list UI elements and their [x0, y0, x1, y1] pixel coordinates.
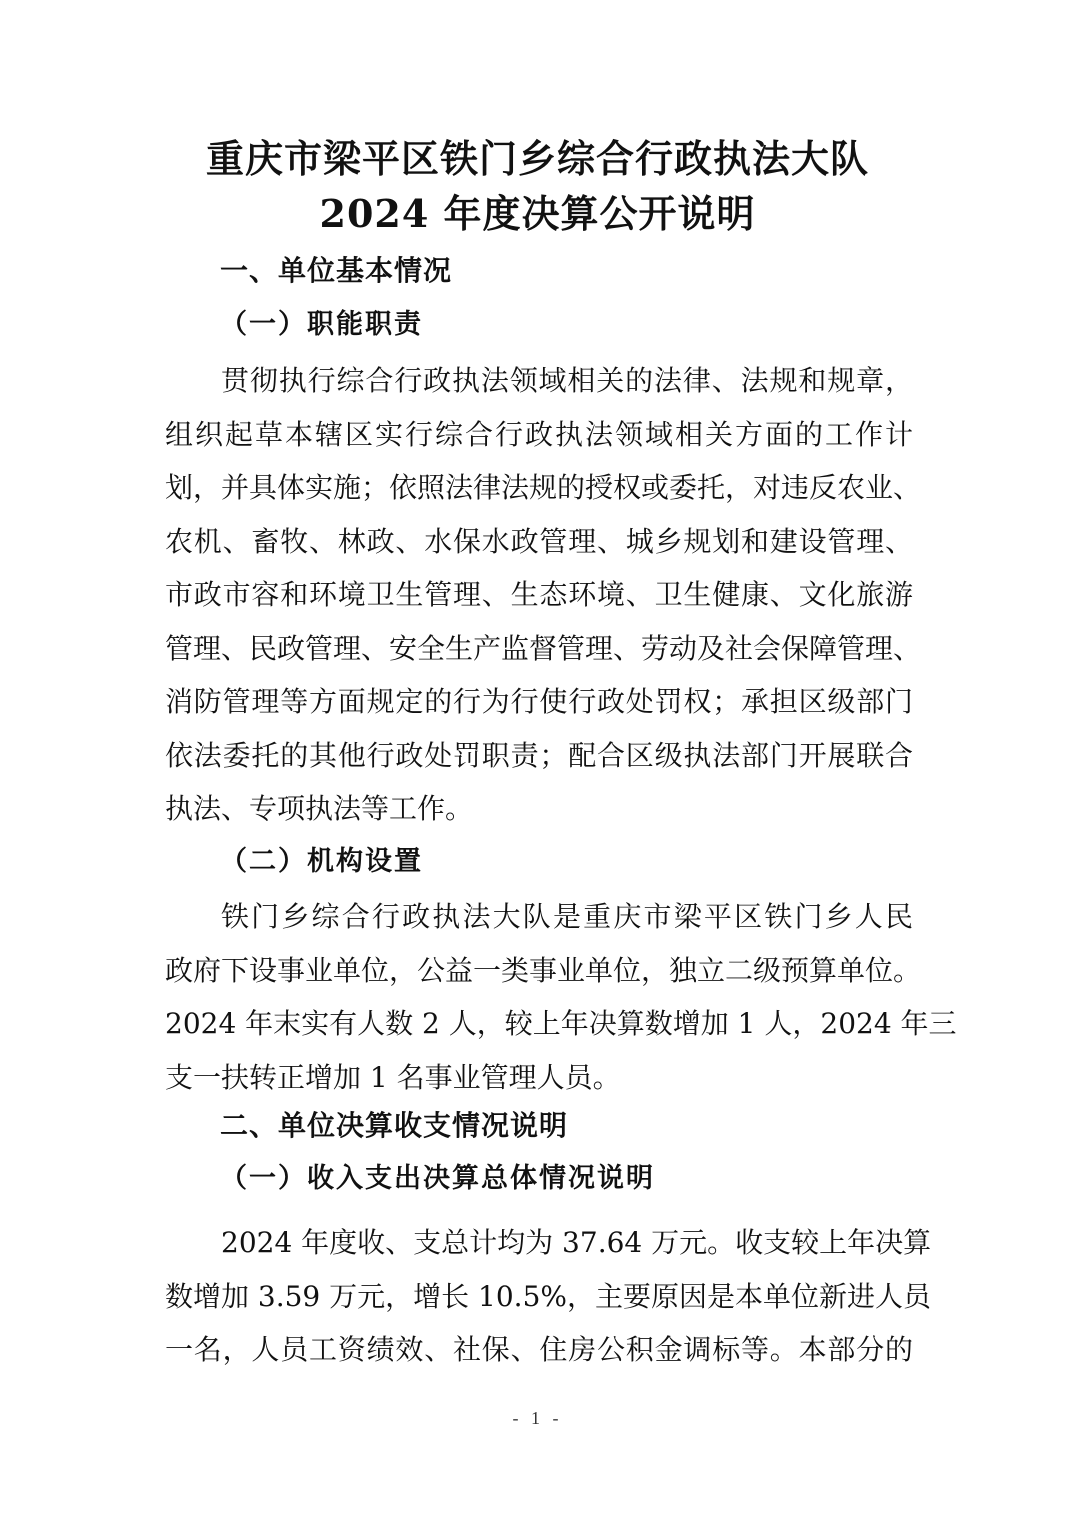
- text-line: 一名，人员工资绩效、社保、住房公积金调标等。本部分的: [165, 1333, 913, 1366]
- subsection-heading-income-expenditure: （一）收入支出决算总体情况说明: [220, 1163, 655, 1194]
- document-title-line1: 重庆市梁平区铁门乡综合行政执法大队: [205, 136, 869, 181]
- text-line: 组织起草本辖区实行综合行政执法领域相关方面的工作计: [165, 417, 913, 451]
- paragraph-income-expenditure: [165, 1216, 932, 1377]
- section-heading-basic-info: 一、单位基本情况: [220, 254, 453, 287]
- subsection-heading-organization: （二）机构设置: [220, 846, 423, 877]
- section-heading-budget-accounts: 二、单位决算收支情况说明: [220, 1109, 569, 1142]
- text-line: 2024 年度收、支总计均为 37.64 万元。收支较上年决算: [221, 1226, 932, 1259]
- text-line: 贯彻执行综合行政执法领域相关的法律、法规和规章，: [221, 364, 913, 397]
- text-line: 2024 年末实有人数 2 人，较上年决算数增加 1 人，2024 年三: [165, 1007, 957, 1040]
- text-line: 数增加 3.59 万元，增长 10.5%，主要原因是本单位新进人员: [165, 1279, 931, 1313]
- text-line: 依法委托的其他行政处罚职责；配合区级执法部门开展联合: [165, 738, 913, 772]
- paragraph-functions: [165, 354, 922, 836]
- page-number: - 1 -: [512, 1408, 563, 1428]
- subsection-heading-functions: （一）职能职责: [220, 309, 423, 340]
- document-title-line2: 2024 年度决算公开说明: [319, 191, 756, 236]
- text-line: 市政市容和环境卫生管理、生态环境、卫生健康、文化旅游: [165, 578, 913, 611]
- text-line: 管理、民政管理、安全生产监督管理、劳动及社会保障管理、: [165, 631, 922, 665]
- text-line: 消防管理等方面规定的行为行使行政处罚权；承担区级部门: [165, 685, 913, 718]
- text-line: 农机、畜牧、林政、水保水政管理、城乡规划和建设管理、: [165, 524, 913, 558]
- text-line: 政府下设事业单位，公益一类事业单位，独立二级预算单位。: [165, 953, 922, 987]
- paragraph-organization: [165, 890, 957, 1104]
- text-line: 铁门乡综合行政执法大队是重庆市梁平区铁门乡人民: [221, 900, 913, 933]
- text-line: 执法、专项执法等工作。: [165, 792, 474, 825]
- text-line: 支一扶转正增加 1 名事业管理人员。: [165, 1060, 621, 1094]
- text-line: 划，并具体实施；依照法律法规的授权或委托，对违反农业、: [165, 471, 922, 504]
